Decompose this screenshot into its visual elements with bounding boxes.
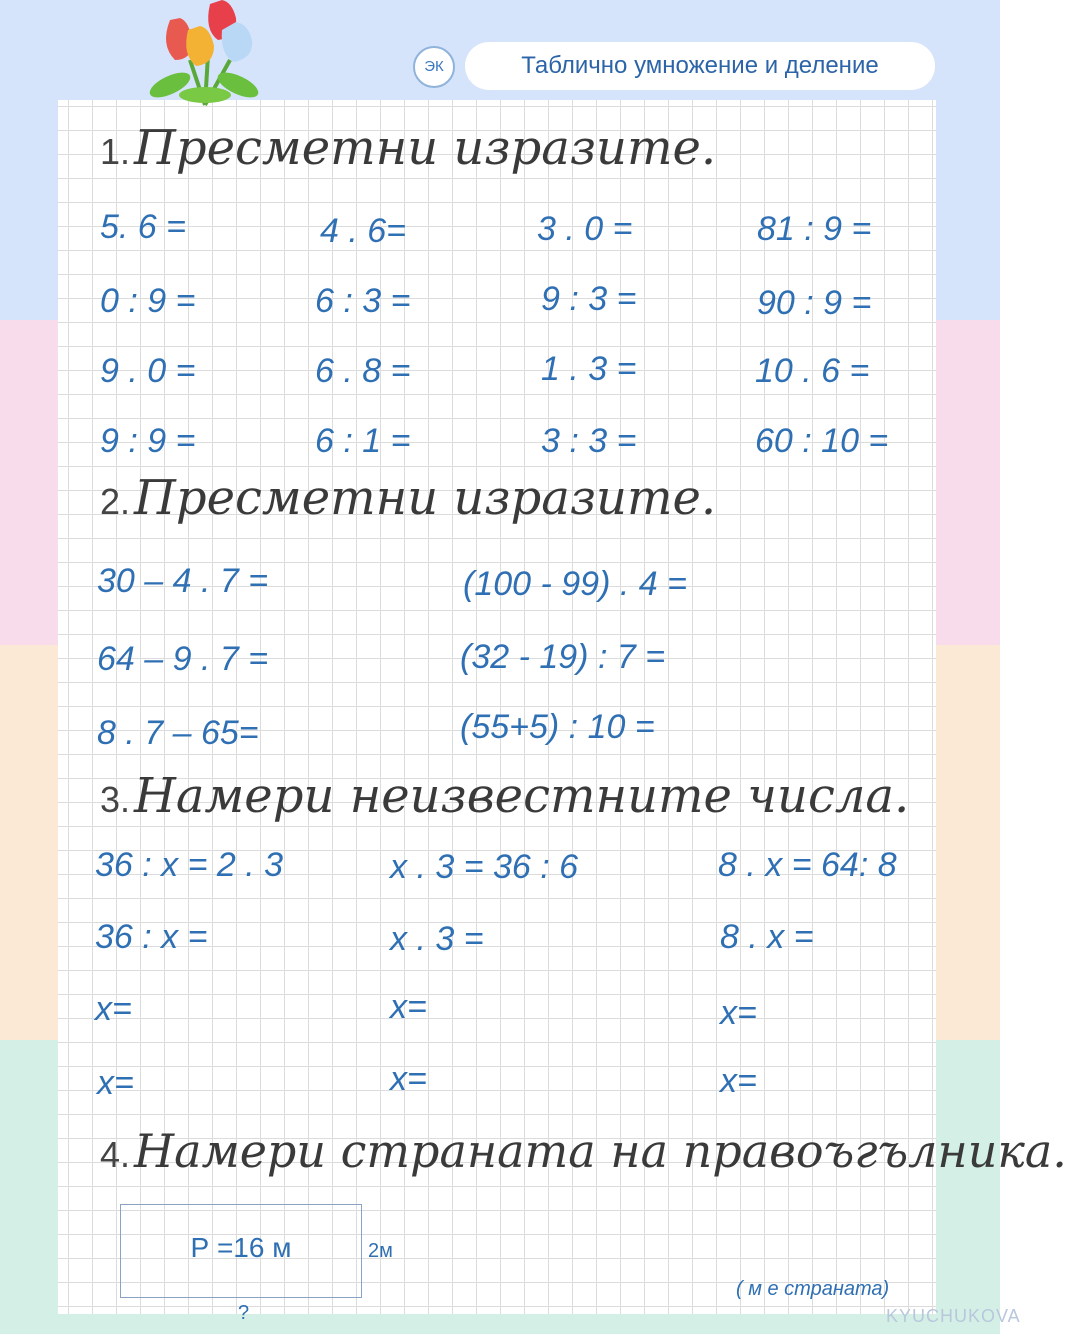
task1-expression: 5. 6 = — [100, 208, 187, 246]
task1-expression: 60 : 10 = — [755, 422, 889, 460]
unknown-side-label: ? — [238, 1302, 250, 1324]
task2-expression: (55+5) : 10 = — [460, 708, 655, 746]
perimeter-label: Р =16 м — [190, 1232, 292, 1263]
task4-number: 4. — [100, 1134, 131, 1175]
task2-expression: 64 – 9 . 7 = — [97, 640, 269, 678]
task1-expression: 6 . 8 = — [315, 352, 411, 390]
author-watermark: KYUCHUKOVA — [886, 1306, 1021, 1326]
task2-number: 2. — [100, 481, 131, 522]
task2-heading — [100, 470, 716, 526]
task3-number: 3. — [100, 779, 131, 820]
task3-expression: x . 3 = 36 : 6 — [390, 848, 579, 886]
task3-heading — [100, 768, 909, 824]
task3-expression: x= — [390, 1060, 427, 1098]
task3-expression: x= — [390, 988, 427, 1026]
task1-expression: 6 : 3 = — [315, 282, 411, 320]
task1-expression: 3 : 3 = — [541, 422, 637, 460]
task1-number: 1. — [100, 131, 131, 172]
task1-expression: 3 . 0 = — [537, 210, 633, 248]
task1-expression: 9 : 9 = — [100, 422, 196, 460]
task1-expression: 0 : 9 = — [100, 282, 196, 320]
publisher-logo: ЭК — [413, 46, 455, 88]
task1-expression: 9 : 3 = — [541, 280, 637, 318]
task4-title: Намери страната на правоъгълника. — [134, 1124, 1067, 1178]
task1-expression: 4 . 6= — [320, 212, 407, 250]
task2-expression: (100 - 99) . 4 = — [463, 565, 687, 603]
worksheet-topic-title: Таблично умножение и деление — [465, 42, 935, 90]
task3-expression: 36 : x = — [95, 918, 208, 956]
task3-expression: x= — [720, 1062, 757, 1100]
task1-expression: 9 . 0 = — [100, 352, 196, 390]
rectangle-diagram — [120, 1204, 362, 1298]
task1-heading — [100, 120, 716, 176]
task3-title: Намери неизвестните числа. — [134, 768, 910, 824]
task1-expression: 10 . 6 = — [755, 352, 870, 390]
tulip-bouquet-icon — [130, 0, 280, 108]
task2-expression: (32 - 19) : 7 = — [460, 638, 666, 676]
task1-expression: 81 : 9 = — [757, 210, 872, 248]
task3-expression: 8 . x = — [720, 918, 814, 956]
task3-expression: x= — [95, 990, 132, 1028]
task1-expression: 90 : 9 = — [757, 284, 872, 322]
task2-expression: 8 . 7 – 65= — [97, 714, 259, 752]
task3-expression: x= — [720, 994, 757, 1032]
task1-expression: 1 . 3 = — [541, 350, 637, 388]
task3-expression: x . 3 = — [390, 920, 484, 958]
side-length-label: 2м — [368, 1240, 393, 1262]
task3-expression: 36 : x = 2 . 3 — [95, 846, 284, 884]
task1-expression: 6 : 1 = — [315, 422, 411, 460]
task2-title: Пресметни изразите. — [134, 470, 717, 526]
task4-heading — [100, 1124, 1067, 1178]
task3-expression: 8 . x = 64: 8 — [718, 846, 897, 884]
task3-expression: x= — [97, 1064, 134, 1102]
task2-expression: 30 – 4 . 7 = — [97, 562, 269, 600]
task1-title: Пресметни изразите. — [134, 120, 717, 176]
unit-note: ( м е страната) — [736, 1278, 890, 1300]
